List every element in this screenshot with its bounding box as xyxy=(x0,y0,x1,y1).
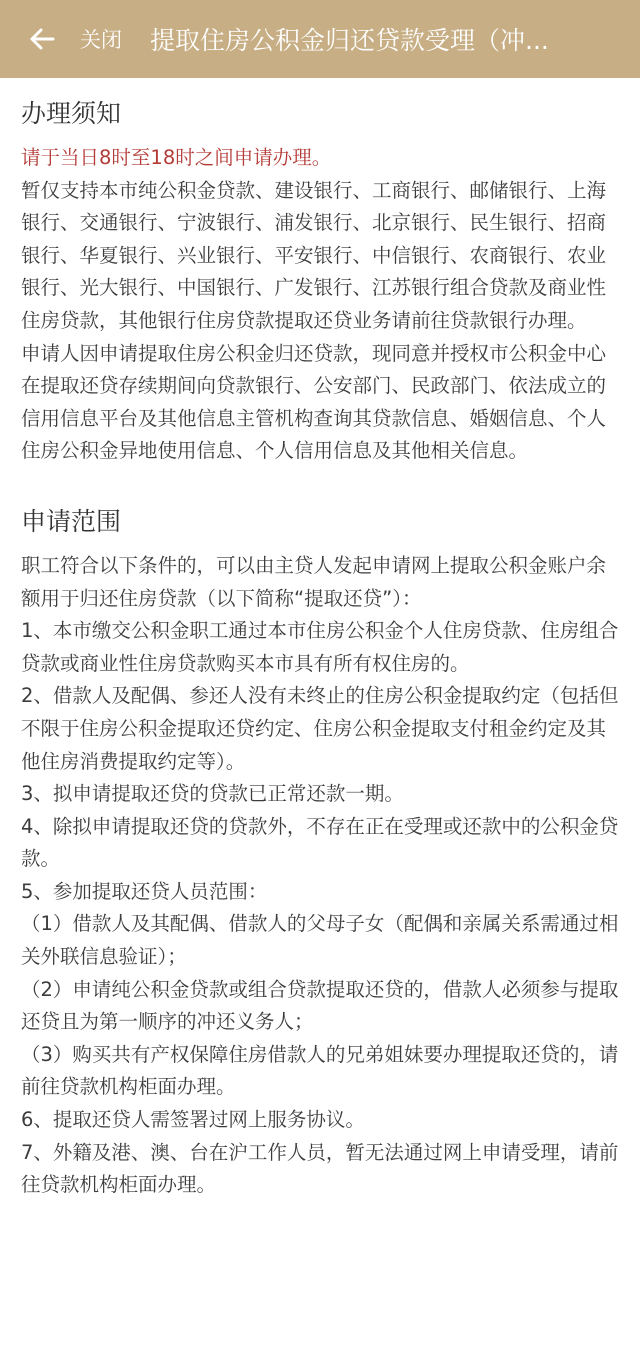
scope-item: 2、借款人及配偶、参还人没有未终止的住房公积金提取约定（包括但不限于住房公积金提取还贷约定、住房公积金提取支付租金约定及其他住房消费提取约定等）。 xyxy=(21,684,619,773)
scope-item: 6、提取还贷人需签署过网上服务协议。 xyxy=(21,1108,365,1132)
scope-item: 4、除拟申请提取还贷的贷款外，不存在正在受理或还款中的公积金贷款。 xyxy=(21,814,619,871)
scope-item: 3、拟申请提取还贷的贷款已正常还款一期。 xyxy=(21,782,404,806)
bank-support-text: 暂仅支持本市纯公积金贷款、建设银行、工商银行、邮储银行、上海银行、交通银行、宁波银行、浦发银行、北京银行、民生银行、招商银行、华夏银行、兴业银行、平安银行、中信银行、农商银行、农业银行、光大银行、中国银行、广发银行、江苏银行组合贷款及商业性住房贷款，其他银行住房贷款提取还贷业务请前往贷款银行办理。 xyxy=(21,178,607,332)
scope-item: 7、外籍及港、澳、台在沪工作人员，暂无法通过网上申请受理，请前往贷款机构柜面办理。 xyxy=(21,1140,619,1197)
top-bar xyxy=(0,0,640,78)
notice-section xyxy=(21,96,620,468)
scope-intro: 职工符合以下条件的，可以由主贷人发起申请网上提取公积金账户余额用于归还住房贷款（以下简称“提取还贷”）： xyxy=(21,553,607,610)
close-button[interactable]: 关闭 xyxy=(80,28,122,52)
back-button[interactable] xyxy=(26,23,58,55)
scope-item: 5、参加提取还贷人员范围： xyxy=(21,879,268,903)
scope-section xyxy=(21,504,620,1202)
main-content xyxy=(0,78,640,1202)
scope-subitem: （3）购买共有产权保障住房借款人的兄弟姐妹要办理提取还贷的，请前往贷款机构柜面办理。 xyxy=(21,1042,619,1099)
scope-heading: 申请范围 xyxy=(21,506,122,536)
notice-heading: 办理须知 xyxy=(21,99,122,128)
authorization-text: 申请人因申请提取住房公积金归还贷款，现同意并授权市公积金中心在提取还贷存续期间向贷款银行、公安部门、民政部门、依法成立的信用信息平台及其他信息主管机构查询其贷款信息、婚姻信息、个人住房公积金异地使用信息、个人信用信息及其他相关信息。 xyxy=(21,341,607,463)
page-title: 提取住房公积金归还贷款受理（冲... xyxy=(150,26,549,55)
scope-subitem: （1）借款人及其配偶、借款人的父母子女（配偶和亲属关系需通过相关外联信息验证）； xyxy=(21,912,619,969)
scope-subitem: （2）申请纯公积金贷款或组合贷款提取还贷的，借款人必须参与提取还贷且为第一顺序的冲还义务人； xyxy=(21,977,619,1034)
time-notice: 请于当日8时至18时之间申请办理。 xyxy=(21,146,332,169)
scope-item: 1、本市缴交公积金职工通过本市住房公积金个人住房贷款、住房组合贷款或商业性住房贷款购买本市具有所有权住房的。 xyxy=(21,619,619,675)
arrow-left-icon xyxy=(28,25,56,53)
